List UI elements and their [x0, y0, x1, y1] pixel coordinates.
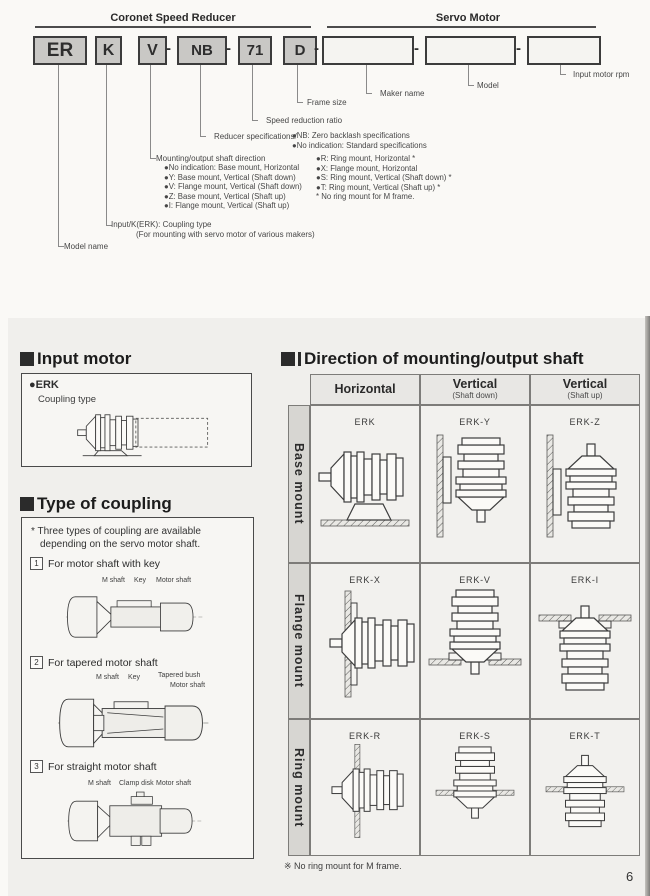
spec-bullet-item: ●I: Flange mount, Vertical (Shaft up): [164, 201, 290, 211]
leader-line-stub: [468, 85, 474, 86]
group-label-servo: Servo Motor: [435, 12, 501, 24]
callout-model: Model: [477, 81, 499, 90]
table-cell-ERK-S: [420, 719, 530, 856]
leader-line: [150, 65, 151, 158]
reducer-overline: [35, 26, 311, 28]
code-dash: -: [516, 40, 521, 57]
spec-bullet-item: ●Z: Base mount, Vertical (Shaft up): [164, 191, 286, 201]
code-box-V: V: [138, 36, 167, 65]
row-label-ring-mount: [288, 719, 310, 856]
leader-line-stub: [252, 120, 258, 121]
spec-bullet-item: ●V: Flange mount, Vertical (Shaft down): [164, 182, 302, 192]
group-label-reducer: Coronet Speed Reducer: [110, 12, 236, 24]
table-cell-ERK-Y: [420, 405, 530, 563]
model-code-label: ERK-Z: [569, 417, 601, 427]
callout-reducer-specifications: Reducer specifications/: [214, 132, 297, 141]
table-cell-ERK-V: [420, 563, 530, 719]
row-label-base-mount: [288, 405, 310, 563]
leader-line: [366, 65, 367, 93]
code-box-blank: [527, 36, 601, 65]
code-box-ER: ER: [33, 36, 87, 65]
leader-line: [58, 65, 59, 246]
part-label: Motor shaft: [156, 780, 192, 787]
direction-heading: [281, 349, 584, 369]
section-square-icon: [20, 497, 34, 511]
code-box-D: D: [283, 36, 317, 65]
code-dash: -: [414, 40, 419, 57]
coupling-item-2-title: 2 For tapered motor shaft: [30, 656, 245, 669]
leader-line-stub: [560, 74, 566, 75]
table-cell-ERK-I: [530, 563, 640, 719]
part-label: Key: [134, 577, 147, 584]
model-code-label: ERK-R: [348, 731, 381, 741]
table-corner-spacer: [288, 374, 310, 405]
coupling-item-3: [30, 760, 245, 856]
base-shaft-up-diagram: [535, 427, 635, 545]
model-code-label: ERK-S: [459, 731, 491, 741]
part-label: M shaft: [102, 577, 125, 584]
part-label: Tapered bush: [158, 672, 201, 679]
callout-model-name: Model name: [64, 242, 109, 251]
ring-shaft-up-diagram: [535, 741, 635, 841]
heading-bar: [298, 352, 301, 366]
leader-line: [560, 65, 561, 74]
coupling-taper-diagram: [42, 689, 232, 757]
coupling-item-1-title: 1 For motor shaft with key: [30, 557, 245, 570]
coupling-clamp-diagram: [48, 789, 228, 853]
reducer-spec-items: [292, 131, 427, 150]
row-label-text: Flange mount: [292, 594, 306, 688]
flange-shaft-up-diagram: [535, 585, 635, 703]
table-cell-ERK-Z: [530, 405, 640, 563]
spec-bullet-item: ●R: Ring mount, Horizontal *: [316, 154, 416, 163]
part-label: M shaft: [96, 674, 119, 681]
coupling-item-1: [30, 557, 245, 653]
mounting-items-left: [164, 163, 302, 211]
spec-bullet-item: ●S: Ring mount, Vertical (Shaft down) *: [316, 173, 452, 183]
erk-model-bullet: ●ERK: [29, 379, 59, 391]
column-header-vertical-up: Vertical (Shaft up): [530, 374, 640, 405]
code-dash: -: [226, 40, 231, 57]
spec-footnote: * No ring mount for M frame.: [316, 192, 415, 202]
page-number: 6: [626, 869, 634, 884]
callout-input-motor-rpm: Input motor rpm: [573, 70, 630, 79]
base-shaft-down-diagram: [425, 427, 525, 545]
coupling-item-2: [30, 656, 245, 760]
mounting-items-right: [316, 154, 452, 202]
part-label: Motor shaft: [156, 577, 192, 584]
direction-heading-text: Direction of mounting/output shaft: [304, 349, 584, 368]
code-box-NB: NB: [177, 36, 227, 65]
callout-input-coupling-sub: (For mounting with servo motor of various makers): [136, 230, 315, 239]
code-box-K: K: [95, 36, 122, 65]
input-motor-diagram: [38, 404, 243, 460]
leader-line: [200, 65, 201, 136]
direction-table: [288, 374, 640, 856]
type-of-coupling-heading-text: Type of coupling: [37, 494, 172, 513]
table-cell-ERK: [310, 405, 420, 563]
model-code-label: ERK-X: [349, 575, 381, 585]
column-header-horizontal: Horizontal: [310, 374, 420, 405]
table-cell-ERK-R: [310, 719, 420, 856]
part-label: M shaft: [88, 780, 111, 787]
spec-bullet-item: ●No indication: Base mount, Horizontal: [164, 163, 300, 172]
item-number-box: 1: [30, 557, 43, 570]
input-motor-heading: [20, 349, 131, 369]
column-header-vertical-down: Vertical (Shaft down): [420, 374, 530, 405]
leader-line: [106, 65, 107, 225]
leader-line: [468, 65, 469, 85]
coupling-type-caption: Coupling type: [38, 394, 97, 405]
table-footnote: ※ No ring mount for M frame.: [284, 861, 402, 871]
part-label: Key: [128, 674, 141, 681]
code-dash: -: [314, 40, 319, 57]
code-box-blank: [425, 36, 516, 65]
code-dash: -: [166, 40, 171, 57]
row-label-text: Ring mount: [292, 747, 306, 828]
leader-line-stub: [366, 93, 372, 94]
input-motor-box: [21, 373, 252, 467]
item-number-box: 2: [30, 656, 43, 669]
ring-shaft-down-diagram: [425, 741, 525, 841]
coupling-item-3-title: 3 For straight motor shaft: [30, 760, 245, 773]
coupling-note: * Three types of coupling are available depending on the servo motor shaft.: [31, 526, 201, 550]
spec-bullet-item: ●No indication: Standard specifications: [292, 140, 427, 150]
leader-line-stub: [200, 136, 206, 137]
section-square-icon: [20, 352, 34, 366]
model-code-label: ERK: [354, 417, 376, 427]
leader-line: [252, 65, 253, 120]
callout-maker-name: Maker name: [380, 89, 425, 98]
ring-horizontal-diagram: [315, 741, 415, 841]
coupling-key-diagram: [48, 586, 228, 648]
spec-bullet-item: ●X: Flange mount, Horizontal: [316, 163, 418, 173]
row-label-flange-mount: [288, 563, 310, 719]
model-code-label: ERK-V: [459, 575, 491, 585]
code-box-blank: [322, 36, 414, 65]
leader-line-stub: [297, 102, 303, 103]
item-number-box: 3: [30, 760, 43, 773]
leader-line: [297, 65, 298, 102]
spec-bullet-item: ●Y: Base mount, Vertical (Shaft down): [164, 172, 296, 182]
callout-frame-size: Frame size: [307, 98, 347, 107]
flange-shaft-down-diagram: [425, 585, 525, 703]
scan-edge-shadow: [645, 316, 650, 896]
spec-bullet-item: ●T: Ring mount, Vertical (Shaft up) *: [316, 182, 441, 192]
table-cell-ERK-X: [310, 563, 420, 719]
flange-horizontal-diagram: [315, 585, 415, 703]
spec-bullet-item: ●NB: Zero backlash specifications: [292, 131, 410, 140]
servo-overline: [327, 26, 596, 28]
model-code-label: ERK-I: [570, 575, 599, 585]
callout-mounting-title: Mounting/output shaft direction: [156, 154, 266, 163]
callout-input-coupling: Input/K(ERK): Coupling type: [111, 220, 212, 229]
model-code-label: ERK-T: [569, 731, 601, 741]
part-label: Clamp disk: [119, 780, 154, 787]
callout-speed-reduction-ratio: Speed reduction ratio: [266, 116, 343, 125]
part-label: Motor shaft: [170, 682, 206, 689]
type-of-coupling-heading: [20, 494, 172, 514]
code-box-71: 71: [238, 36, 272, 65]
model-code-label: ERK-Y: [459, 417, 491, 427]
input-motor-heading-text: Input motor: [37, 349, 132, 368]
section-square-icon: [281, 352, 295, 366]
table-cell-ERK-T: [530, 719, 640, 856]
base-horizontal-diagram: [315, 427, 415, 545]
row-label-text: Base mount: [292, 443, 306, 525]
